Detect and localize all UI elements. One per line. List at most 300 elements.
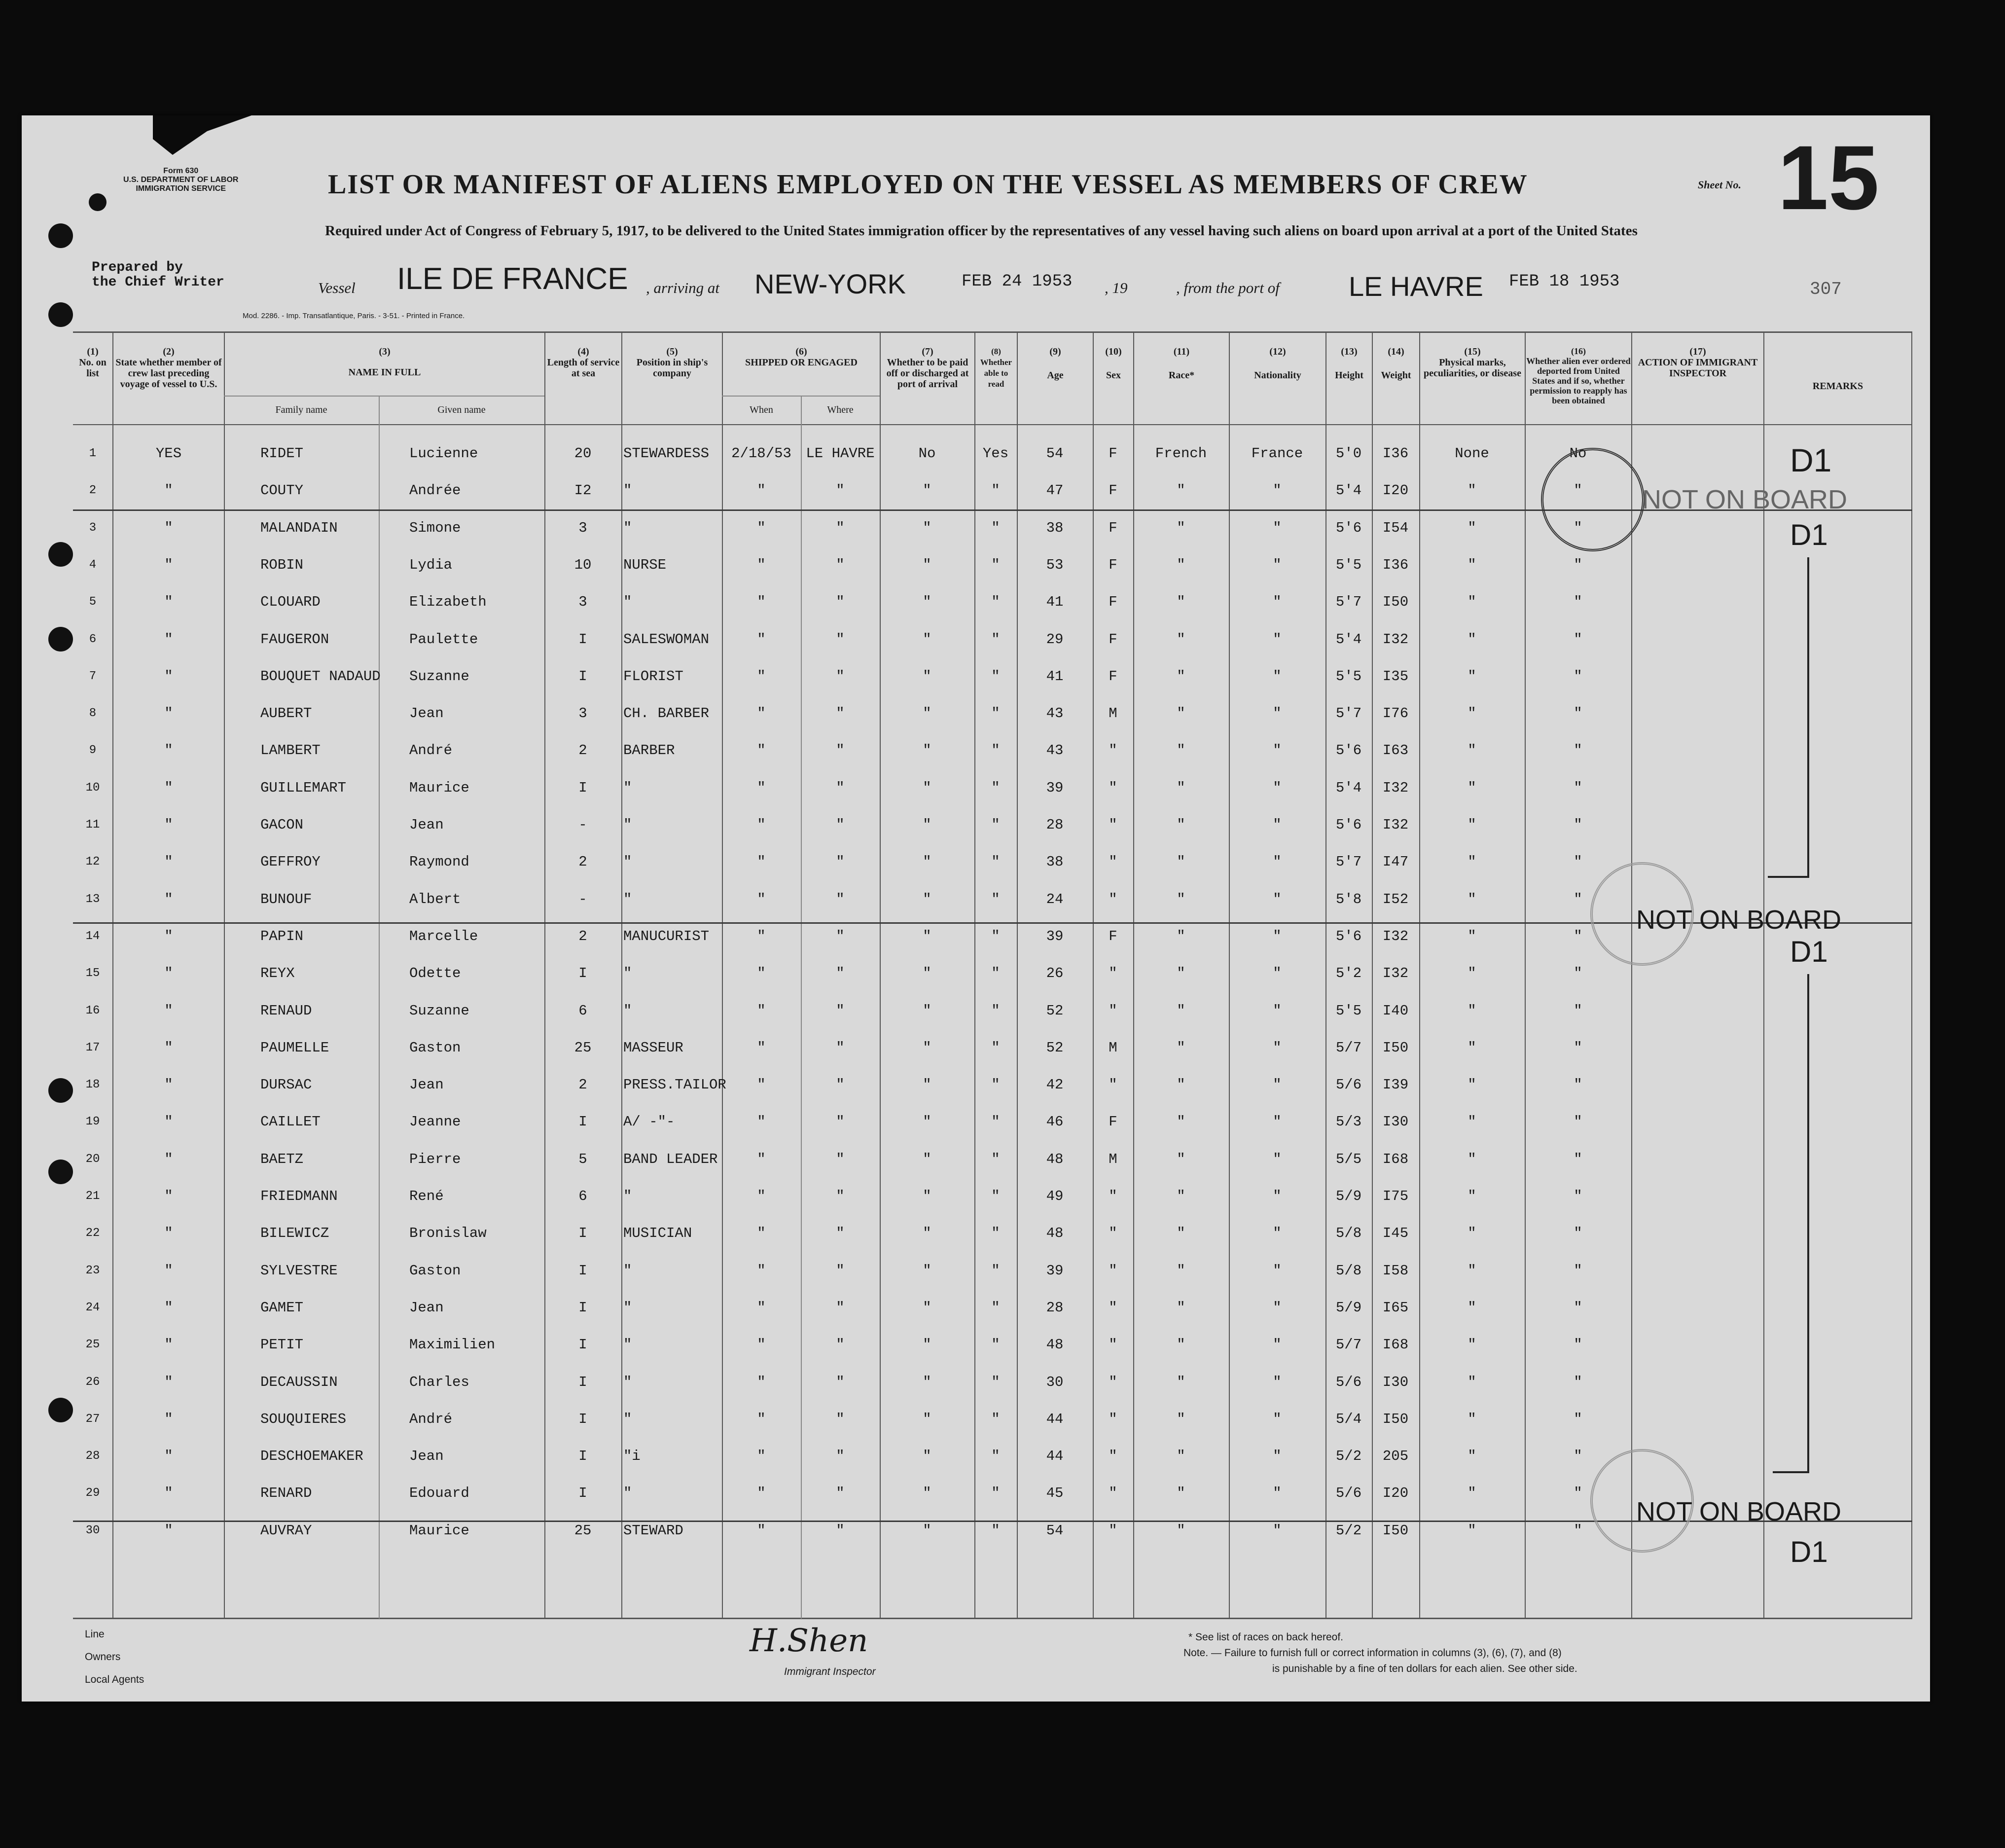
cell-family: GACON	[260, 817, 304, 833]
cell-position: STEWARD	[623, 1522, 683, 1539]
cell-when: "	[757, 519, 766, 536]
cell-race: "	[1177, 668, 1185, 685]
cell-read: "	[991, 928, 1000, 944]
cell-service: 20	[574, 445, 592, 462]
cell-weight: I30	[1382, 1374, 1409, 1390]
cell-family: DURSAC	[260, 1077, 312, 1093]
cell-sex: "	[1109, 779, 1117, 796]
cell-marks: "	[1468, 1151, 1476, 1167]
cell-nat: "	[1273, 1262, 1282, 1279]
cell-no: 8	[89, 707, 97, 721]
cell-where: "	[836, 965, 845, 982]
cell-service: I	[578, 1448, 587, 1465]
cell-race: "	[1177, 1151, 1185, 1167]
cell-no: 1	[89, 447, 97, 460]
cell-prev: "	[164, 1002, 173, 1019]
cell-given: Maurice	[409, 779, 469, 796]
cell-position: CH. BARBER	[623, 705, 710, 722]
cell-sex: M	[1109, 705, 1117, 722]
header-action: (17) ACTION OF IMMIGRANT INSPECTOR	[1638, 346, 1758, 379]
bracket-line	[1807, 557, 1809, 878]
cell-prev: "	[164, 556, 173, 573]
cell-age: 29	[1046, 631, 1064, 648]
cell-where: "	[836, 817, 845, 833]
cell-when: "	[757, 891, 766, 907]
cell-weight: I47	[1382, 854, 1409, 870]
cell-read: "	[991, 1299, 1000, 1316]
header-marks: (15) Physical marks, peculiarities, or disease	[1424, 346, 1521, 379]
cell-age: 44	[1046, 1448, 1064, 1465]
cell-paid: "	[923, 965, 931, 982]
cell-prev: "	[164, 1299, 173, 1316]
cell-family: SOUQUIERES	[260, 1411, 347, 1427]
table-row	[73, 621, 1912, 658]
cell-no: 18	[85, 1078, 100, 1092]
cell-position: "	[623, 1337, 632, 1353]
header-height: (13) Height	[1335, 346, 1363, 381]
cell-family: ROBIN	[260, 556, 304, 573]
cell-race: "	[1177, 1225, 1185, 1242]
cell-paid: "	[923, 1039, 931, 1056]
cell-marks: "	[1468, 705, 1476, 722]
cell-no: 5	[89, 595, 97, 609]
cell-height: 5'5	[1335, 556, 1362, 573]
cell-paid: "	[923, 1337, 931, 1353]
table-row	[73, 1364, 1912, 1401]
cell-service: I	[578, 779, 587, 796]
cell-no: 6	[89, 632, 97, 646]
cell-weight: I50	[1382, 1522, 1409, 1539]
cell-read: "	[991, 1077, 1000, 1093]
cell-height: 5/2	[1335, 1448, 1362, 1465]
cell-when: "	[757, 1522, 766, 1539]
cell-given: Andrée	[409, 482, 461, 499]
header-where: Where	[827, 404, 854, 415]
table-top-border	[73, 331, 1912, 333]
header-given-name: Given name	[437, 404, 486, 415]
cell-paid: "	[923, 891, 931, 907]
cell-given: Suzanne	[409, 1002, 469, 1019]
cell-race: "	[1177, 631, 1185, 648]
cell-weight: I63	[1382, 742, 1409, 759]
cell-age: 48	[1046, 1337, 1064, 1353]
cell-nat: "	[1273, 1039, 1282, 1056]
header-race: (11) Race*	[1168, 346, 1195, 381]
cell-height: 5'5	[1335, 1002, 1362, 1019]
cell-family: DECAUSSIN	[260, 1374, 338, 1390]
cell-age: 41	[1046, 668, 1064, 685]
cell-when: "	[757, 1002, 766, 1019]
header-remarks: REMARKS	[1812, 381, 1863, 392]
cell-service: 5	[578, 1151, 587, 1167]
cell-age: 39	[1046, 928, 1064, 944]
form-service: IMMIGRATION SERVICE	[136, 184, 226, 193]
cell-family: BOUQUET NADAUD	[260, 668, 381, 685]
cell-read: "	[991, 556, 1000, 573]
cell-weight: I65	[1382, 1299, 1409, 1316]
cell-service: I	[578, 965, 587, 982]
cell-marks: "	[1468, 1448, 1476, 1465]
cell-height: 5'6	[1335, 519, 1362, 536]
cell-family: PETIT	[260, 1337, 304, 1353]
bracket-line	[1773, 1471, 1809, 1473]
cell-family: AUBERT	[260, 705, 312, 722]
cell-when: "	[757, 556, 766, 573]
cell-weight: I32	[1382, 928, 1409, 944]
cell-read: "	[991, 631, 1000, 648]
cell-age: 53	[1046, 556, 1064, 573]
cell-given: Suzanne	[409, 668, 469, 685]
cell-weight: I50	[1382, 1039, 1409, 1056]
cell-paid: "	[923, 1002, 931, 1019]
cell-race: "	[1177, 519, 1185, 536]
cell-family: GEFFROY	[260, 854, 321, 870]
cell-race: "	[1177, 928, 1185, 944]
printer-line: Mod. 2286. - Imp. Transatlantique, Paris. - 3-51. - Printed in France.	[243, 312, 465, 320]
table-bottom-border	[73, 1618, 1912, 1619]
cell-deported: "	[1574, 1411, 1582, 1427]
punch-hole	[48, 542, 73, 567]
cell-paid: "	[923, 1114, 931, 1130]
remark-d1: D1	[1790, 442, 1832, 478]
cell-read: "	[991, 705, 1000, 722]
cell-prev: "	[164, 519, 173, 536]
fine-note-2: is punishable by a fine of ten dollars for each alien. See other side.	[1272, 1663, 1577, 1674]
cell-service: 25	[574, 1522, 592, 1539]
table-row	[73, 546, 1912, 584]
cell-marks: "	[1468, 1188, 1476, 1204]
cell-given: Lucienne	[409, 445, 478, 462]
cell-age: 24	[1046, 891, 1064, 907]
cell-prev: "	[164, 742, 173, 759]
cell-marks: "	[1468, 891, 1476, 907]
cell-height: 5/8	[1335, 1262, 1362, 1279]
cell-marks: "	[1468, 854, 1476, 870]
cell-when: "	[757, 1485, 766, 1502]
cell-nat: "	[1273, 705, 1282, 722]
cell-age: 46	[1046, 1114, 1064, 1130]
cell-nat: "	[1273, 928, 1282, 944]
cell-age: 44	[1046, 1411, 1064, 1427]
cell-where: "	[836, 1337, 845, 1353]
cell-read: "	[991, 1337, 1000, 1353]
cell-when: "	[757, 482, 766, 499]
cell-deported: "	[1574, 1522, 1582, 1539]
cell-race: "	[1177, 1188, 1185, 1204]
cell-deported: "	[1574, 817, 1582, 833]
cell-marks: "	[1468, 1225, 1476, 1242]
cell-age: 45	[1046, 1485, 1064, 1502]
cell-no: 2	[89, 484, 97, 498]
cell-nat: France	[1251, 445, 1303, 462]
header-bottom-border	[73, 424, 1912, 425]
cell-sex: "	[1109, 1374, 1117, 1390]
cell-deported: "	[1574, 1337, 1582, 1353]
cell-sex: "	[1109, 1337, 1117, 1353]
cell-paid: "	[923, 1448, 931, 1465]
cell-where: "	[836, 742, 845, 759]
cell-paid: "	[923, 668, 931, 685]
cell-marks: "	[1468, 965, 1476, 982]
punch-hole	[48, 1078, 73, 1103]
cell-read: "	[991, 1002, 1000, 1019]
cell-where: "	[836, 1448, 845, 1465]
cell-marks: "	[1468, 631, 1476, 648]
cell-prev: "	[164, 705, 173, 722]
header-paid-off: (7) Whether to be paid off or discharged at port of arrival	[886, 346, 969, 390]
cell-family: RENARD	[260, 1485, 312, 1502]
cell-no: 29	[85, 1486, 100, 1500]
cell-where: "	[836, 1077, 845, 1093]
cell-height: 5'0	[1335, 445, 1362, 462]
cell-weight: I36	[1382, 556, 1409, 573]
cell-nat: "	[1273, 668, 1282, 685]
cell-no: 16	[85, 1004, 100, 1017]
cell-position: MUSICIAN	[623, 1225, 692, 1242]
cell-read: "	[991, 482, 1000, 499]
cell-read: "	[991, 965, 1000, 982]
cell-position: FLORIST	[623, 668, 683, 685]
cell-service: 2	[578, 854, 587, 870]
cell-marks: "	[1468, 1002, 1476, 1019]
cell-read: "	[991, 594, 1000, 611]
cell-nat: "	[1273, 482, 1282, 499]
cell-position: MASSEUR	[623, 1039, 683, 1056]
footer-agents-label: Local Agents	[85, 1674, 144, 1685]
cell-nat: "	[1273, 1411, 1282, 1427]
cell-service: -	[578, 817, 587, 833]
table-row	[73, 1401, 1912, 1438]
cell-marks: "	[1468, 1114, 1476, 1130]
cell-age: 42	[1046, 1077, 1064, 1093]
cell-prev: "	[164, 1522, 173, 1539]
cell-service: I	[578, 1262, 587, 1279]
cell-deported: "	[1574, 1448, 1582, 1465]
cell-no: 24	[85, 1301, 100, 1314]
cell-no: 10	[85, 781, 100, 795]
header-read: (8) Whether able to read	[980, 347, 1012, 389]
name-subheader-line	[224, 396, 544, 397]
cell-no: 7	[89, 669, 97, 683]
cell-position: "	[623, 1374, 632, 1390]
cell-age: 48	[1046, 1151, 1064, 1167]
cell-position: PRESS.TAILOR	[623, 1077, 726, 1093]
cell-where: "	[836, 1188, 845, 1204]
cell-deported: "	[1574, 1299, 1582, 1316]
cell-given: Jean	[409, 1077, 444, 1093]
cell-when: "	[757, 1448, 766, 1465]
cell-given: Gaston	[409, 1039, 461, 1056]
cell-deported: "	[1574, 668, 1582, 685]
cell-position: "	[623, 1002, 632, 1019]
cell-given: Pierre	[409, 1151, 461, 1167]
table-row	[73, 732, 1912, 769]
cell-age: 49	[1046, 1188, 1064, 1204]
cell-prev: "	[164, 928, 173, 944]
cell-sex: "	[1109, 742, 1117, 759]
cell-family: CLOUARD	[260, 594, 321, 611]
cell-where: "	[836, 705, 845, 722]
cell-marks: "	[1468, 1522, 1476, 1539]
cell-prev: "	[164, 817, 173, 833]
cell-paid: "	[923, 705, 931, 722]
cell-race: "	[1177, 1448, 1185, 1465]
remark-d1: D1	[1790, 518, 1828, 551]
cell-when: 2/18/53	[731, 445, 791, 462]
cell-position: "	[623, 482, 632, 499]
cell-when: "	[757, 965, 766, 982]
cell-family: AUVRAY	[260, 1522, 312, 1539]
cell-service: I	[578, 631, 587, 648]
cell-age: 52	[1046, 1039, 1064, 1056]
form-department: U.S. DEPARTMENT OF LABOR	[123, 176, 239, 184]
cell-age: 39	[1046, 1262, 1064, 1279]
cell-nat: "	[1273, 1522, 1282, 1539]
cell-sex: "	[1109, 1225, 1117, 1242]
cell-given: Edouard	[409, 1485, 469, 1502]
cell-age: 54	[1046, 445, 1064, 462]
inspector-signature: H.Shen	[750, 1623, 868, 1659]
cell-where: "	[836, 1151, 845, 1167]
cell-nat: "	[1273, 965, 1282, 982]
cell-given: Raymond	[409, 854, 469, 870]
cell-sex: "	[1109, 1188, 1117, 1204]
punch-hole	[48, 1160, 73, 1184]
cell-no: 25	[85, 1338, 100, 1352]
cell-sex: M	[1109, 1039, 1117, 1056]
cell-race: "	[1177, 1039, 1185, 1056]
cell-read: "	[991, 519, 1000, 536]
cell-paid: "	[923, 779, 931, 796]
cell-prev: "	[164, 1337, 173, 1353]
cell-family: FAUGERON	[260, 631, 329, 648]
cell-position: "	[623, 519, 632, 536]
cell-weight: I20	[1382, 482, 1409, 499]
cell-position: NURSE	[623, 556, 667, 573]
cell-family: PAUMELLE	[260, 1039, 329, 1056]
cell-race: "	[1177, 594, 1185, 611]
arriving-port: NEW-YORK	[754, 268, 906, 299]
cell-height: 5/6	[1335, 1077, 1362, 1093]
cell-read: "	[991, 779, 1000, 796]
cell-when: "	[757, 1337, 766, 1353]
cell-family: BILEWICZ	[260, 1225, 329, 1242]
cell-position: BAND LEADER	[623, 1151, 718, 1167]
cell-when: "	[757, 1262, 766, 1279]
not-on-board-stamp: NOT ON BOARD	[1642, 485, 1848, 514]
cell-paid: "	[923, 1411, 931, 1427]
cell-deported: "	[1574, 1002, 1582, 1019]
table-row	[73, 1141, 1912, 1178]
cell-family: LAMBERT	[260, 742, 321, 759]
cell-deported: "	[1574, 965, 1582, 982]
cell-position: "	[623, 854, 632, 870]
cell-no: 12	[85, 855, 100, 869]
cell-sex: F	[1109, 594, 1117, 611]
cell-race: "	[1177, 817, 1185, 833]
cell-nat: "	[1273, 1299, 1282, 1316]
cell-paid: "	[923, 556, 931, 573]
cell-position: "	[623, 594, 632, 611]
cell-where: "	[836, 1374, 845, 1390]
cell-given: Lydia	[409, 556, 453, 573]
cell-race: "	[1177, 891, 1185, 907]
cell-race: "	[1177, 1002, 1185, 1019]
sheet-label: Sheet No.	[1698, 179, 1741, 191]
cell-prev: "	[164, 1114, 173, 1130]
cell-height: 5'4	[1335, 482, 1362, 499]
reference-number: 307	[1810, 279, 1842, 299]
cell-age: 28	[1046, 817, 1064, 833]
cell-height: 5'2	[1335, 965, 1362, 982]
cell-height: 5'7	[1335, 594, 1362, 611]
cell-family: REYX	[260, 965, 295, 982]
cell-position: "i	[623, 1448, 641, 1465]
cell-read: "	[991, 1188, 1000, 1204]
cell-paid: "	[923, 1225, 931, 1242]
cell-where: "	[836, 891, 845, 907]
cell-family: BAETZ	[260, 1151, 304, 1167]
cell-service: 6	[578, 1188, 587, 1204]
cell-race: "	[1177, 1485, 1185, 1502]
cell-weight: I40	[1382, 1002, 1409, 1019]
cell-race: "	[1177, 1411, 1185, 1427]
cell-race: "	[1177, 482, 1185, 499]
cell-prev: "	[164, 1485, 173, 1502]
cell-deported: "	[1574, 631, 1582, 648]
cell-weight: I76	[1382, 705, 1409, 722]
cell-height: 5/7	[1335, 1337, 1362, 1353]
cell-weight: I68	[1382, 1151, 1409, 1167]
table-row	[73, 769, 1912, 807]
cell-prev: "	[164, 1411, 173, 1427]
header-prev-voyage: (2) State whether member of crew last preceding voyage of vessel to U.S.	[115, 346, 222, 390]
cell-sex: "	[1109, 1411, 1117, 1427]
cell-where: "	[836, 631, 845, 648]
cell-family: RENAUD	[260, 1002, 312, 1019]
cell-prev: "	[164, 1039, 173, 1056]
cell-read: "	[991, 668, 1000, 685]
cell-weight: 205	[1382, 1448, 1409, 1465]
cell-marks: "	[1468, 1411, 1476, 1427]
required-text: Required under Act of Congress of February 5, 1917, to be delivered to the United States immigration officer by the representatives of any vessel having such aliens on board upon arrival at a port of the United States	[325, 223, 1638, 239]
cell-paid: "	[923, 1374, 931, 1390]
cell-nat: "	[1273, 779, 1282, 796]
cell-read: "	[991, 1262, 1000, 1279]
cell-given: Odette	[409, 965, 461, 982]
cell-paid: "	[923, 631, 931, 648]
cell-age: 41	[1046, 594, 1064, 611]
cell-paid: "	[923, 1151, 931, 1167]
cell-paid: "	[923, 928, 931, 944]
cell-family: SYLVESTRE	[260, 1262, 338, 1279]
table-row	[73, 435, 1912, 472]
cell-given: René	[409, 1188, 444, 1204]
cell-where: LE HAVRE	[806, 445, 875, 462]
cell-age: 43	[1046, 705, 1064, 722]
cell-sex: F	[1109, 631, 1117, 648]
cell-where: "	[836, 1002, 845, 1019]
header-weight: (14) Weight	[1381, 346, 1411, 381]
cell-read: "	[991, 891, 1000, 907]
cell-when: "	[757, 1151, 766, 1167]
cell-no: 21	[85, 1190, 100, 1203]
cell-age: 48	[1046, 1225, 1064, 1242]
cell-deported: "	[1574, 1188, 1582, 1204]
cell-no: 27	[85, 1412, 100, 1426]
races-note: * See list of races on back hereof.	[1188, 1631, 1344, 1643]
cell-service: I	[578, 668, 587, 685]
